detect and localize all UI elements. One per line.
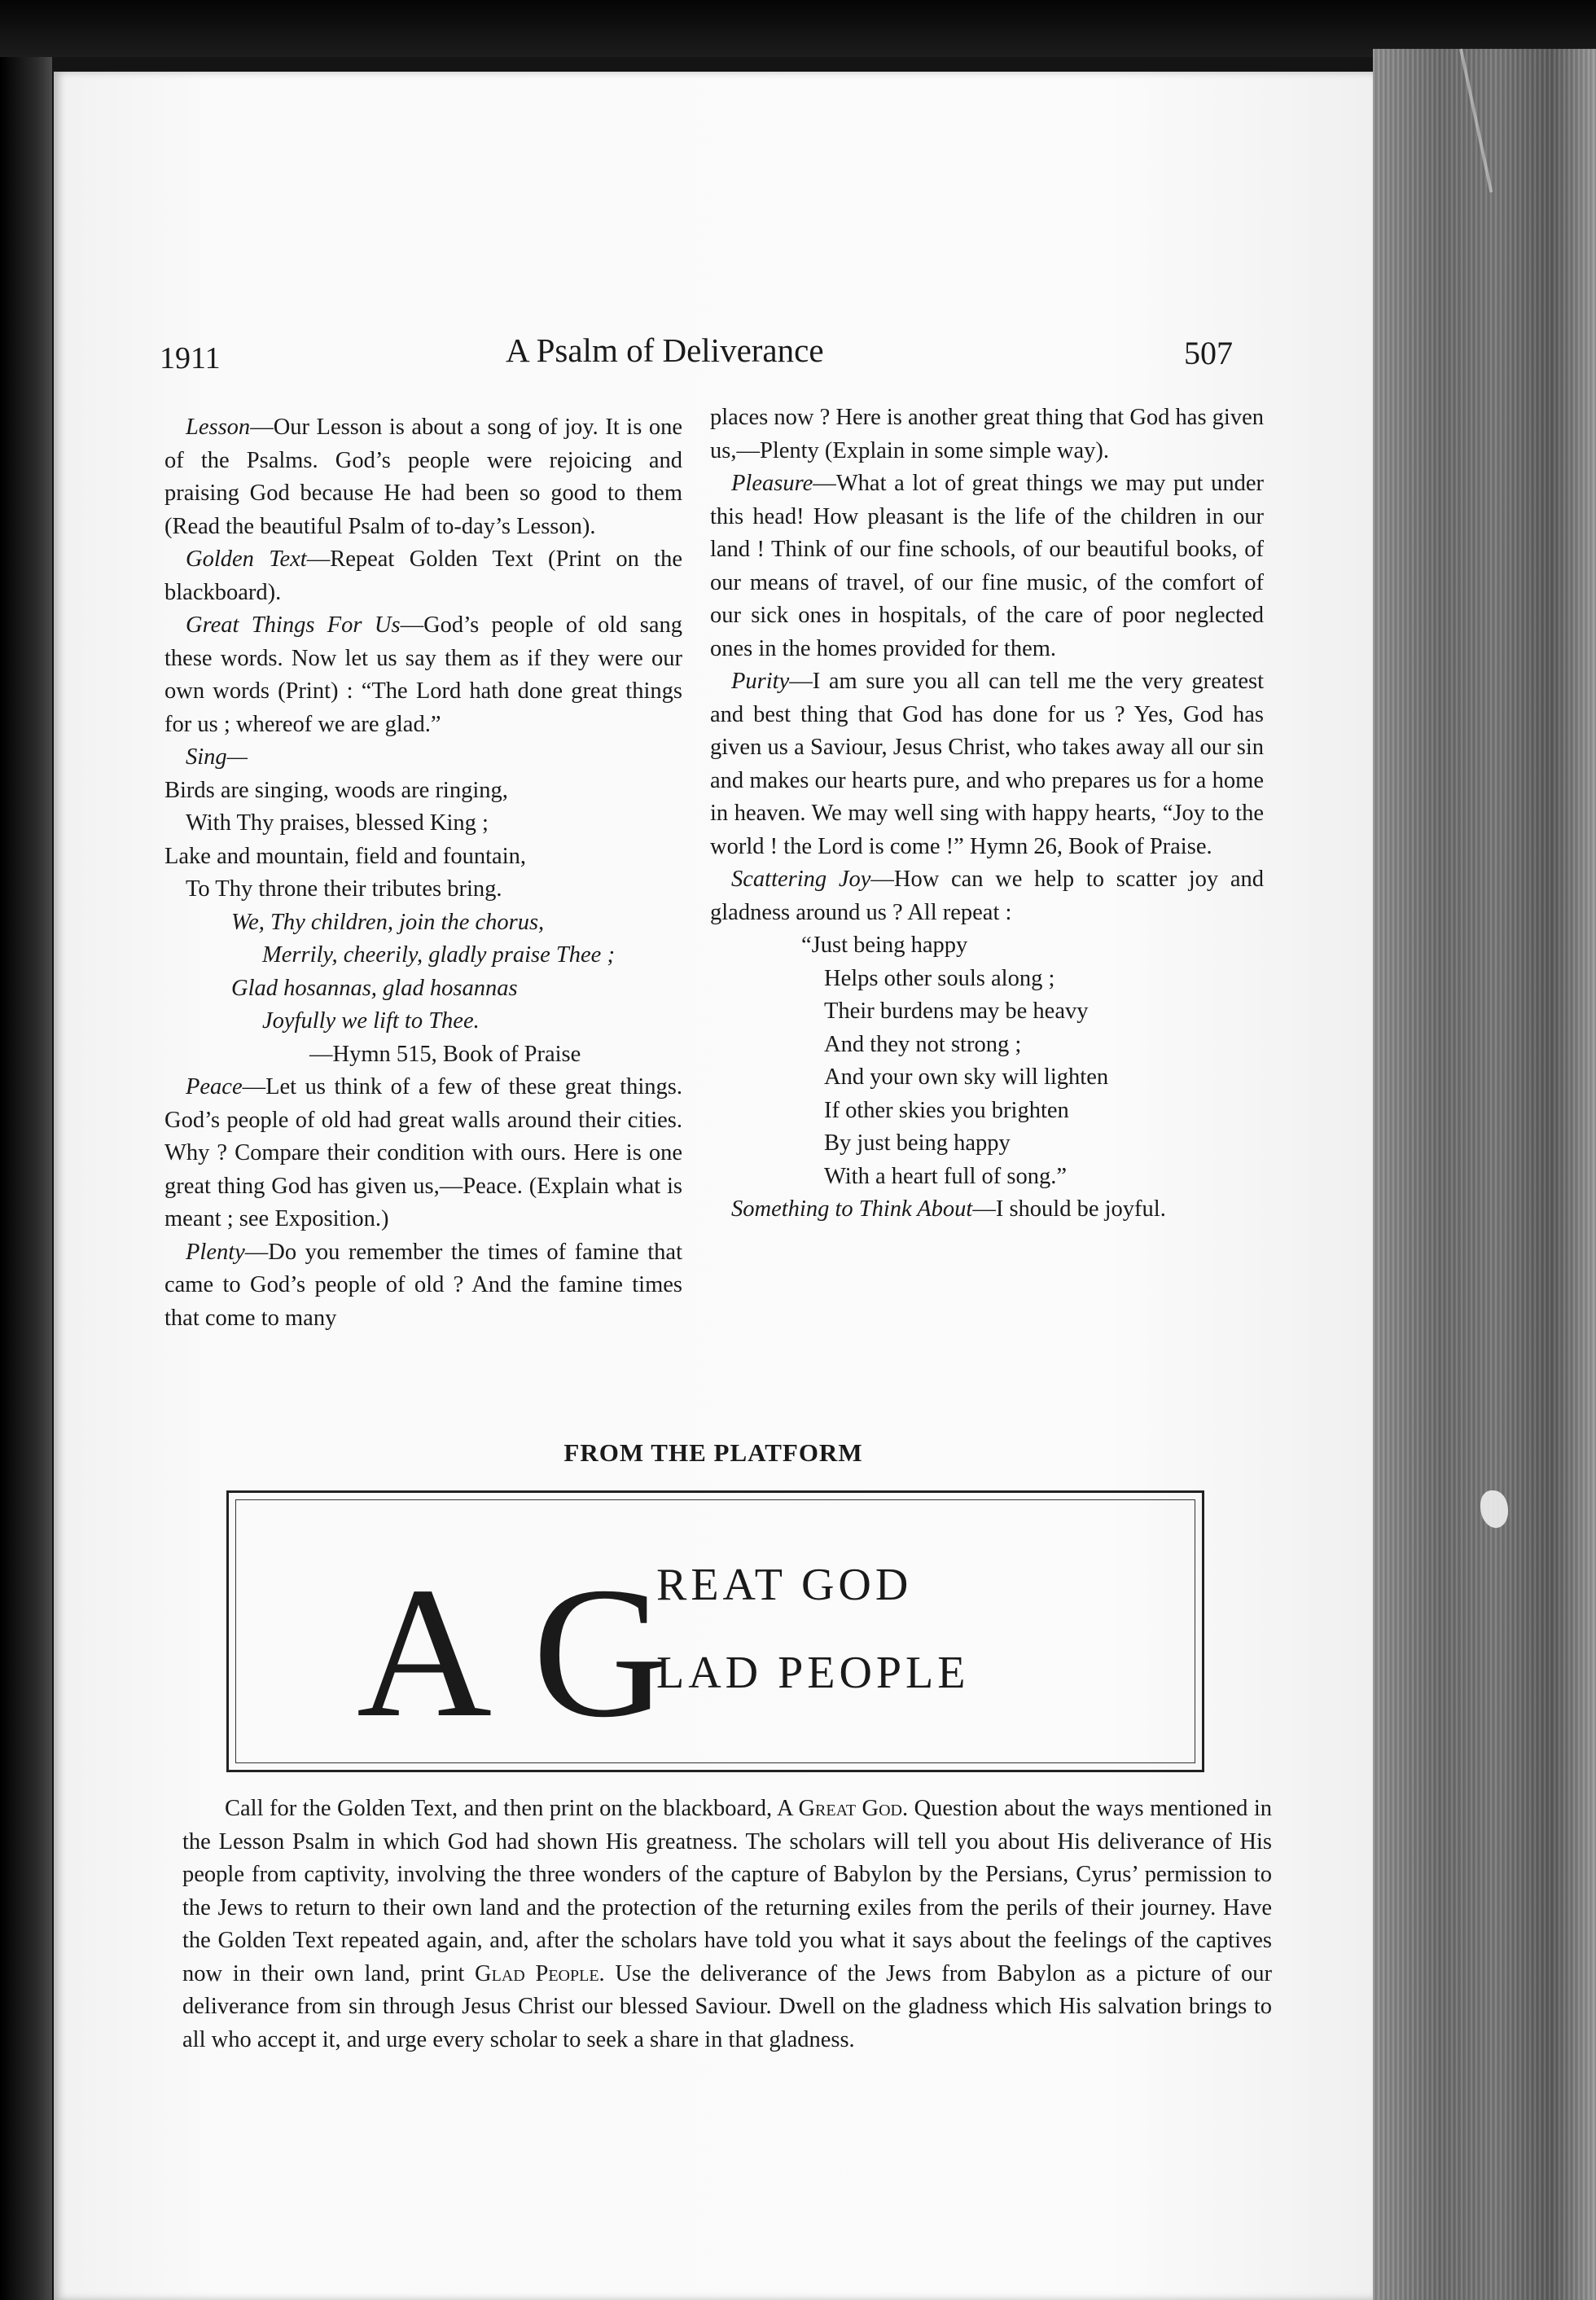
platform-paragraph	[182, 1793, 1272, 2056]
left-column	[164, 411, 682, 1335]
great-text: —God’s people of old sang these words. Now let us say them as if they were our own words (Print) : “The Lord hath done great things for us ; whereof we are glad.”	[164, 612, 683, 737]
peace-paragraph	[164, 1071, 682, 1236]
scattering-text: —How can we help to scatter joy and gladness around us ? All repeat :	[710, 867, 1264, 925]
poem-line: If other skies you brighten	[824, 1097, 1069, 1123]
great-god-smallcaps: Great God	[798, 1796, 902, 1821]
golden-text: —Repeat Golden Text (Print on the blackboard).	[164, 546, 682, 605]
golden-text-paragraph	[164, 543, 682, 609]
hymn-citation: —Hymn 515, Book of Praise	[309, 1041, 581, 1067]
plenty-paragraph	[164, 1236, 682, 1336]
poem-line: Their burdens may be heavy	[824, 999, 1089, 1024]
big-letter-a: A	[357, 1548, 493, 1756]
book-page-edges	[1373, 49, 1596, 2300]
plenty-label: Plenty	[186, 1239, 245, 1265]
lesson-paragraph	[164, 411, 682, 543]
poem-line: Joyfully we lift to Thee.	[262, 1008, 480, 1034]
great-god-text: REAT GOD	[656, 1560, 913, 1610]
poem-line: By just being happy	[824, 1130, 1011, 1156]
poem-line: Merrily, cheerily, gladly praise Thee ;	[262, 942, 615, 968]
peace-label: Peace	[186, 1074, 243, 1100]
poem-line: Birds are singing, woods are ringing,	[164, 777, 508, 803]
platform-heading: FROM THE PLATFORM	[563, 1438, 863, 1467]
something-paragraph	[710, 1193, 1264, 1227]
poem-line: And your own sky will lighten	[824, 1064, 1109, 1090]
pleasure-paragraph	[710, 467, 1264, 665]
book-page	[54, 72, 1373, 2300]
platform-body	[182, 1793, 1272, 2056]
poem-line: Lake and mountain, field and fountain,	[164, 843, 526, 869]
purity-text: —I am sure you all can tell me the very greatest and best thing that God has done for us ? Yes, God has given us a Saviour, Jesus Christ, who takes away all our sin and makes our hearts pure, and who prepares us for a home in heaven. We may well sing with happy hearts, “Joy to the world ! the Lord is come !” Hymn 26, Book of Praise.	[710, 669, 1264, 859]
purity-label: Purity	[731, 669, 790, 694]
poem-line: With a heart full of song.”	[824, 1163, 1068, 1189]
poem-line: And they not strong ;	[824, 1031, 1022, 1057]
plenty-continued: places now ? Here is another great thing that God has given us,—Plenty (Explain in some simple way).	[710, 405, 1264, 463]
header-title: A Psalm of Deliverance	[506, 331, 824, 369]
scattering-paragraph	[710, 863, 1264, 929]
hymn-poem	[164, 775, 682, 1072]
lesson-label: Lesson	[186, 415, 251, 440]
body-part-3: . Use the deliverance of the Jews from Babylon as a picture of our deliverance from sin through Jesus Christ our blessed Saviour. Dwell on the gladness which His salvation brings to all who accept it, and urge every scholar to seek a share in that gladness.	[182, 1960, 1272, 2052]
repeat-poem	[710, 929, 1264, 1193]
lesson-text: —Our Lesson is about a song of joy. It is one of the Psalms. God’s people were rejoicing and praising God because He had been so good to them (Read the beautiful Psalm of to-day’s Lesson).	[164, 415, 682, 539]
glad-people-smallcaps: Glad People	[475, 1960, 599, 1986]
peace-text: —Let us think of a few of these great things. God’s people of old had great walls around their cities. Why ? Compare their condition with ours. Here is one great thing God has given us,—Peace. (Explain what is meant ; see Exposition.)	[164, 1074, 682, 1231]
poem-line: To Thy throne their tributes bring.	[186, 876, 502, 902]
pleasure-label: Pleasure	[731, 471, 813, 496]
poem-line: Helps other souls along ;	[824, 965, 1055, 991]
scan-left-border	[0, 57, 52, 2300]
poem-line: With Thy praises, blessed King ;	[186, 810, 489, 836]
header-page-number: 507	[1184, 335, 1233, 371]
golden-label: Golden Text	[186, 546, 307, 572]
scattering-label: Scattering Joy	[731, 867, 871, 892]
plenty-text: —Do you remember the times of famine that came to God’s people of old ? And the famine times that come to many	[164, 1239, 682, 1331]
purity-paragraph	[710, 665, 1264, 863]
sing-label: Sing—	[186, 744, 248, 770]
right-column	[710, 402, 1264, 1227]
poem-line: Glad hosannas, glad hosannas	[231, 975, 518, 1001]
pleasure-text: —What a lot of great things we may put under this head! How pleasant is the life of the children in our land ! Think of our fine schools, of our beautiful books, of our means of travel, of our fine music, of the comfort of our sick ones in hospitals, of the care of poor neglected ones in the homes provided for them.	[710, 471, 1264, 661]
something-text: —I should be joyful.	[972, 1196, 1166, 1222]
glad-people-text: LAD PEOPLE	[656, 1648, 970, 1698]
poem-line: We, Thy children, join the chorus,	[231, 909, 545, 935]
something-label: Something to Think About	[731, 1196, 973, 1222]
body-part-1: Call for the Golden Text, and then print on the blackboard, A	[225, 1796, 799, 1821]
great-things-paragraph	[164, 609, 682, 741]
great-label: Great Things For Us	[186, 612, 401, 638]
poem-line: “Just being happy	[801, 933, 968, 958]
body-part-2: . Question about the ways mentioned in the Lesson Psalm in which God had shown His greatness. The scholars will tell you about His deliverance of His people from captivity, involving the three wonders of the capture of Babylon by the Persians, Cyrus’ permission to the Jews to return to their own land and the protection of the returning exiles from the perils of their journey. Have the Golden Text repeated again, and, after the scholars have told you what it says about the feelings of the captives now in their own land, print	[182, 1796, 1273, 1986]
big-letter-g: G	[533, 1548, 669, 1756]
scan-top-border	[0, 0, 1596, 57]
header-year: 1911	[160, 341, 221, 375]
